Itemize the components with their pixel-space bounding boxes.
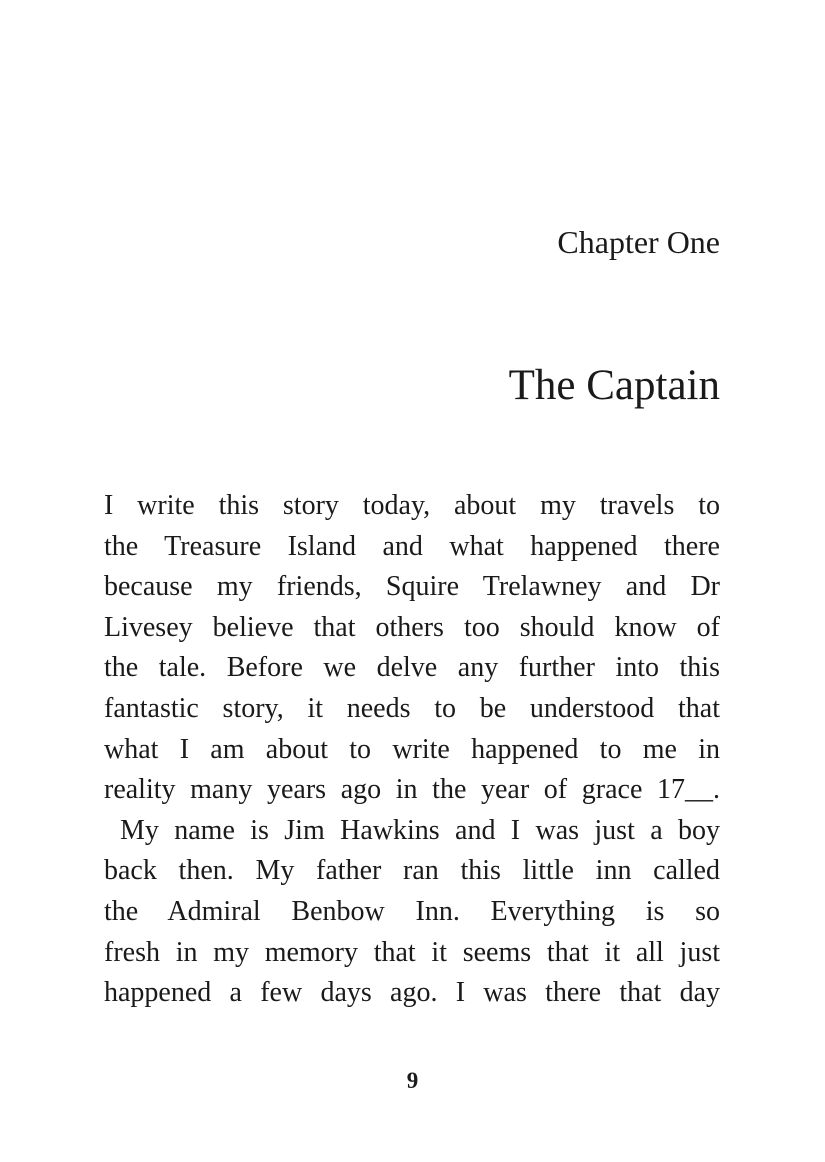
text-line: the Treasure Island and what happened there	[104, 530, 720, 562]
text-line: what I am about to write happened to me in	[104, 733, 720, 765]
text-line: fantastic story, it needs to be understood that	[104, 692, 720, 724]
text-line: reality many years ago in the year of grace 17__.	[104, 774, 720, 806]
body-text	[104, 486, 720, 1014]
chapter-title: The Captain	[508, 362, 720, 409]
text-line: because my friends, Squire Trelawney and Dr	[104, 571, 720, 603]
text-line: the Admiral Benbow Inn. Everything is so	[104, 895, 720, 927]
text-line: the tale. Before we delve any further into this	[104, 652, 720, 684]
text-line: back then. My father ran this little inn called	[104, 855, 720, 887]
text-line: Livesey believe that others too should know of	[104, 611, 720, 643]
page-number: 9	[406, 1068, 419, 1093]
text-line: My name is Jim Hawkins and I was just a boy	[120, 814, 720, 846]
text-line: happened a few days ago. I was there that day	[104, 977, 720, 1009]
chapter-label: Chapter One	[557, 224, 720, 260]
text-line: I write this story today, about my travels to	[104, 490, 720, 521]
text-line: fresh in my memory that it seems that it all just	[104, 936, 720, 968]
